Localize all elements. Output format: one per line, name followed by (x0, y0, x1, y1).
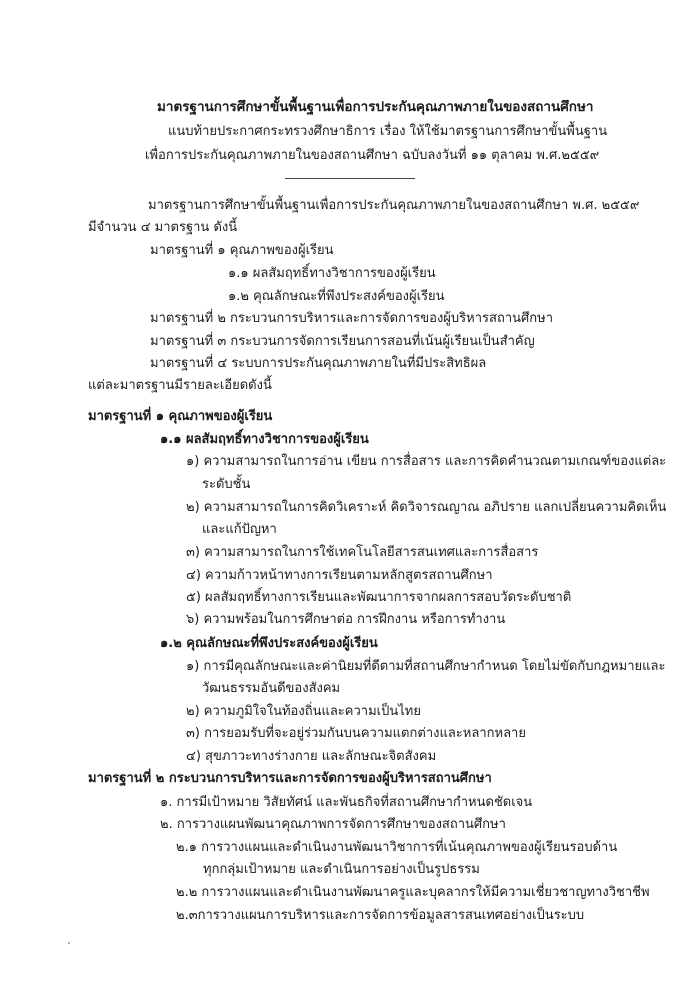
intro-standard-1-1: ๑.๑ ผลสัมฤทธิ์ทางวิชาการของผู้เรียน (228, 266, 436, 281)
document-title: มาตรฐานการศึกษาขั้นพื้นฐานเพื่อการประกันคุณภาพภายในของสถานศึกษา (157, 99, 594, 115)
section-1-1-item-6: ๖) ความพร้อมในการศึกษาต่อ การฝึกงาน หรือการทำงาน (186, 612, 506, 627)
section-1-1-heading: ๑.๑ ผลสัมฤทธิ์ทางวิชาการของผู้เรียน (160, 432, 369, 447)
section-2-item-2: ๒. การวางแผนพัฒนาคุณภาพการจัดการศึกษาของสถานศึกษา (160, 817, 506, 832)
scan-speck (68, 942, 70, 944)
section-1-2-item-2: ๒) ความภูมิใจในท้องถิ่นและความเป็นไทย (186, 704, 421, 719)
intro-standard-3: มาตรฐานที่ ๓ กระบวนการจัดการเรียนการสอนที่เน้นผู้เรียนเป็นสำคัญ (150, 334, 535, 349)
intro-standard-1: มาตรฐานที่ ๑ คุณภาพของผู้เรียน (150, 243, 334, 258)
section-1-1-item-2-line-2: และแก้ปัญหา (202, 522, 277, 537)
section-1-2-item-1-line-2: วัฒนธรรมอันดีของสังคม (202, 681, 341, 696)
header-divider (285, 178, 415, 179)
section-1-1-item-5: ๕) ผลสัมฤทธิ์ทางการเรียนและพัฒนาการจากผลการสอบวัดระดับชาติ (186, 590, 572, 605)
section-1-1-item-4: ๔) ความก้าวหน้าทางการเรียนตามหลักสูตรสถานศึกษา (186, 568, 493, 583)
section-1-2-item-1-line-1: ๑) การมีคุณลักษณะและค่านิยมที่ดีตามที่สถานศึกษากำหนด โดยไม่ขัดกับกฎหมายและ (186, 659, 666, 674)
section-2-item-2-1-line-2: ทุกกลุ่มเป้าหมาย และดำเนินการอย่างเป็นรูปธรรม (203, 862, 480, 877)
intro-standard-4: มาตรฐานที่ ๔ ระบบการประกันคุณภาพภายในที่มีประสิทธิผล (150, 356, 487, 371)
section-2-item-2-2: ๒.๒ การวางแผนและดำเนินงานพัฒนาครูและบุคลากรให้มีความเชี่ยวชาญทางวิชาชีพ (176, 885, 650, 900)
document-subtitle-line-2: เพื่อการประกันคุณภาพภายในของสถานศึกษา ฉบับลงวันที่ ๑๑ ตุลาคม พ.ศ.๒๕๕๙ (145, 148, 600, 163)
section-1-2-heading: ๑.๒ คุณลักษณะที่พึงประสงค์ของผู้เรียน (160, 636, 378, 651)
section-2-heading: มาตรฐานที่ ๒ กระบวนการบริหารและการจัดการของผู้บริหารสถานศึกษา (88, 771, 492, 786)
intro-standard-2: มาตรฐานที่ ๒ กระบวนการบริหารและการจัดการของผู้บริหารสถานศึกษา (150, 311, 553, 326)
intro-line-2: มีจำนวน ๔ มาตรฐาน ดังนี้ (88, 220, 238, 235)
intro-closing: แต่ละมาตรฐานมีรายละเอียดดังนี้ (88, 378, 272, 393)
intro-line-1: มาตรฐานการศึกษาขั้นพื้นฐานเพื่อการประกันคุณภาพภายในของสถานศึกษา พ.ศ. ๒๕๕๙ (148, 198, 640, 213)
section-1-1-item-3: ๓) ความสามารถในการใช้เทคโนโลยีสารสนเทศและการสื่อสาร (186, 545, 539, 560)
section-2-item-2-1-line-1: ๒.๑ การวางแผนและดำเนินงานพัฒนาวิชาการที่เน้นคุณภาพของผู้เรียนรอบด้าน (176, 840, 618, 855)
section-1-2-item-4: ๔) สุขภาวะทางร่างกาย และลักษณะจิตสังคม (186, 749, 437, 764)
section-2-item-2-3: ๒.๓การวางแผนการบริหารและการจัดการข้อมูลสารสนเทศอย่างเป็นระบบ (176, 908, 585, 923)
section-1-2-item-3: ๓) การยอมรับที่จะอยู่ร่วมกันบนความแตกต่างและหลากหลาย (186, 726, 526, 741)
document-subtitle-line-1: แนบท้ายประกาศกระทรวงศึกษาธิการ เรื่อง ให้ใช้มาตรฐานการศึกษาขั้นพื้นฐาน (168, 124, 608, 139)
section-1-heading: มาตรฐานที่ ๑ คุณภาพของผู้เรียน (88, 409, 273, 424)
section-1-1-item-1-line-1: ๑) ความสามารถในการอ่าน เขียน การสื่อสาร และการคิดคำนวณตามเกณฑ์ของแต่ละ (186, 454, 667, 469)
section-1-1-item-2-line-1: ๒) ความสามารถในการคิดวิเคราะห์ คิดวิจารณญาณ อภิปราย แลกเปลี่ยนความคิดเห็น (186, 500, 667, 515)
section-1-1-item-1-line-2: ระดับชั้น (202, 477, 251, 492)
intro-standard-1-2: ๑.๒ คุณลักษณะที่พึงประสงค์ของผู้เรียน (228, 289, 445, 304)
section-2-item-1: ๑. การมีเป้าหมาย วิสัยทัศน์ และพันธกิจที่สถานศึกษากำหนดชัดเจน (160, 795, 533, 810)
